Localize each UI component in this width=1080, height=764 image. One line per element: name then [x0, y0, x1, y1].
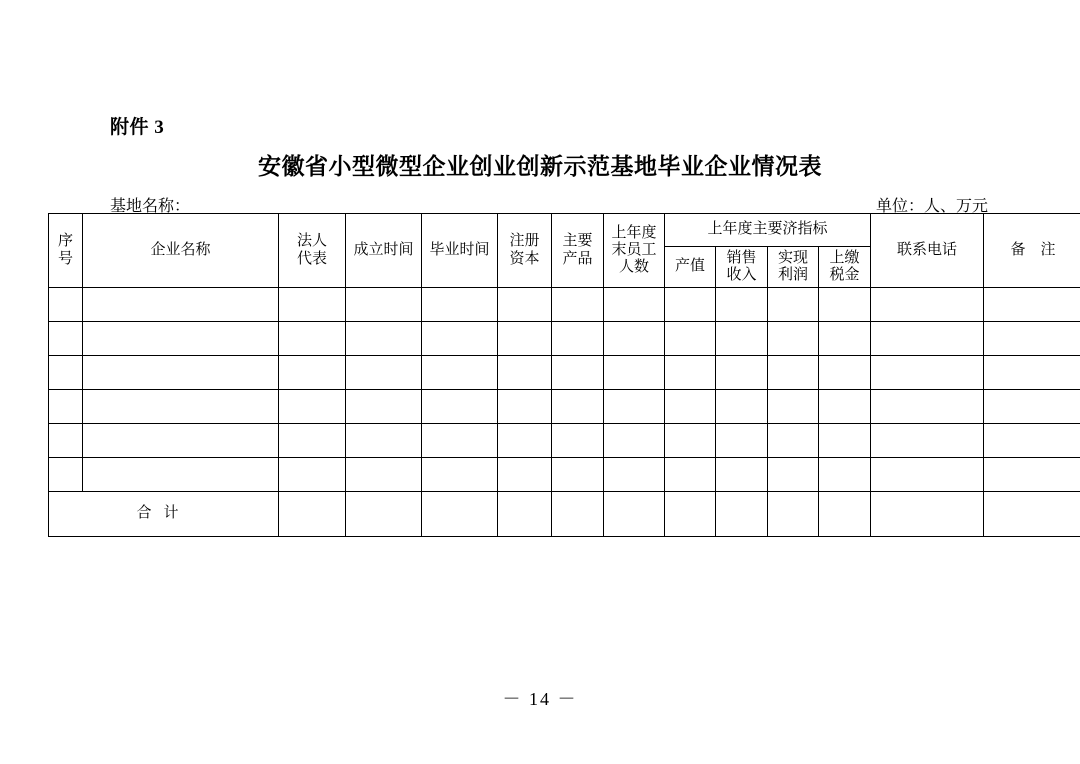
cell-paid-tax[interactable] [819, 458, 871, 492]
cell-sales-income[interactable] [716, 424, 768, 458]
cell-company-name[interactable] [83, 322, 279, 356]
header-legal-rep [279, 214, 346, 288]
cell-main-product[interactable] [552, 424, 604, 458]
graduate-enterprise-table [48, 213, 1080, 537]
cell-contact-phone[interactable] [871, 356, 984, 390]
page-number: － 14 － [502, 689, 578, 709]
header-seq [49, 214, 83, 288]
unit-note: 单位：人、万元 [875, 198, 988, 215]
cell-graduate-time[interactable] [422, 322, 498, 356]
total-found-time[interactable] [346, 492, 422, 537]
cell-sales-income[interactable] [716, 288, 768, 322]
cell-paid-tax[interactable] [819, 322, 871, 356]
table-row[interactable] [49, 356, 1080, 390]
cell-output-value[interactable] [665, 356, 716, 390]
cell-graduate-time[interactable] [422, 424, 498, 458]
page-title: 安徽省小型微型企业创业创新示范基地毕业企业情况表 [258, 154, 822, 179]
cell-legal-rep[interactable] [279, 356, 346, 390]
cell-company-name[interactable] [83, 390, 279, 424]
cell-company-name[interactable] [83, 458, 279, 492]
cell-output-value[interactable] [665, 458, 716, 492]
cell-seq[interactable] [49, 458, 83, 492]
table-row[interactable] [49, 424, 1080, 458]
cell-remark[interactable] [984, 390, 1080, 424]
cell-registered-capital[interactable] [498, 322, 552, 356]
header-contact-phone: 联系电话 [871, 214, 984, 288]
cell-found-time[interactable] [346, 458, 422, 492]
cell-output-value[interactable] [665, 390, 716, 424]
cell-found-time[interactable] [346, 424, 422, 458]
cell-seq[interactable] [49, 356, 83, 390]
header-registered-capital-line2: 资本 [509, 250, 540, 267]
attachment-label: 附件 3 [110, 117, 165, 138]
cell-paid-tax[interactable] [819, 424, 871, 458]
header-realized-profit [768, 247, 819, 288]
header-last-year-staff-line3: 人数 [618, 259, 649, 276]
cell-seq[interactable] [49, 322, 83, 356]
cell-registered-capital[interactable] [498, 356, 552, 390]
total-realized-profit[interactable] [768, 492, 819, 537]
cell-staff[interactable] [604, 424, 665, 458]
header-last-year-staff [604, 214, 665, 288]
header-graduate-time: 毕业时间 [422, 214, 498, 288]
table-header-row-top [49, 214, 1080, 247]
table-row[interactable] [49, 458, 1080, 492]
header-realized-profit-line2: 利润 [777, 267, 808, 283]
total-remark[interactable] [984, 492, 1080, 537]
header-registered-capital [498, 214, 552, 288]
cell-registered-capital[interactable] [498, 458, 552, 492]
cell-company-name[interactable] [83, 424, 279, 458]
table-row[interactable] [49, 322, 1080, 356]
header-paid-tax [819, 247, 871, 288]
cell-remark[interactable] [984, 458, 1080, 492]
cell-found-time[interactable] [346, 322, 422, 356]
cell-legal-rep[interactable] [279, 322, 346, 356]
cell-found-time[interactable] [346, 288, 422, 322]
cell-realized-profit[interactable] [768, 458, 819, 492]
cell-staff[interactable] [604, 356, 665, 390]
cell-paid-tax[interactable] [819, 390, 871, 424]
cell-seq[interactable] [49, 424, 83, 458]
header-company-name: 企业名称 [83, 214, 279, 288]
cell-output-value[interactable] [665, 322, 716, 356]
cell-realized-profit[interactable] [768, 424, 819, 458]
header-paid-tax-line1: 上缴 [829, 249, 860, 266]
cell-paid-tax[interactable] [819, 356, 871, 390]
cell-main-product[interactable] [552, 390, 604, 424]
cell-staff[interactable] [604, 390, 665, 424]
cell-contact-phone[interactable] [871, 424, 984, 458]
cell-graduate-time[interactable] [422, 288, 498, 322]
cell-company-name[interactable] [83, 288, 279, 322]
cell-paid-tax[interactable] [819, 288, 871, 322]
header-legal-rep-line1: 法人 [296, 233, 327, 250]
cell-contact-phone[interactable] [871, 322, 984, 356]
cell-sales-income[interactable] [716, 356, 768, 390]
base-name-label: 基地名称： [110, 198, 191, 215]
header-main-product-line1: 主要 [562, 233, 593, 250]
cell-sales-income[interactable] [716, 390, 768, 424]
cell-output-value[interactable] [665, 424, 716, 458]
cell-graduate-time[interactable] [422, 356, 498, 390]
cell-found-time[interactable] [346, 356, 422, 390]
header-sales-income-line2: 收入 [726, 267, 757, 283]
header-found-time: 成立时间 [346, 214, 422, 288]
cell-contact-phone[interactable] [871, 390, 984, 424]
cell-main-product[interactable] [552, 288, 604, 322]
cell-main-product[interactable] [552, 322, 604, 356]
cell-main-product[interactable] [552, 356, 604, 390]
total-label: 合计 [49, 492, 279, 537]
total-paid-tax[interactable] [819, 492, 871, 537]
header-sales-income [716, 247, 768, 288]
table-total-row [49, 492, 1080, 537]
cell-legal-rep[interactable] [279, 390, 346, 424]
cell-remark[interactable] [984, 322, 1080, 356]
cell-remark[interactable] [984, 288, 1080, 322]
cell-remark[interactable] [984, 356, 1080, 390]
cell-legal-rep[interactable] [279, 458, 346, 492]
cell-registered-capital[interactable] [498, 288, 552, 322]
total-staff[interactable] [604, 492, 665, 537]
cell-sales-income[interactable] [716, 322, 768, 356]
header-legal-rep-line2: 代表 [296, 250, 327, 267]
header-registered-capital-line1: 注册 [509, 233, 540, 250]
cell-remark[interactable] [984, 424, 1080, 458]
table-row[interactable] [49, 390, 1080, 424]
total-main-product[interactable] [552, 492, 604, 537]
header-sales-income-line1: 销售 [726, 249, 757, 266]
total-contact-phone[interactable] [871, 492, 984, 537]
header-seq-line2: 号 [57, 250, 73, 267]
cell-contact-phone[interactable] [871, 458, 984, 492]
cell-output-value[interactable] [665, 288, 716, 322]
cell-sales-income[interactable] [716, 458, 768, 492]
cell-staff[interactable] [604, 288, 665, 322]
header-main-product-line2: 产品 [562, 250, 593, 267]
total-registered-capital[interactable] [498, 492, 552, 537]
total-output-value[interactable] [665, 492, 716, 537]
header-main-product [552, 214, 604, 288]
cell-staff[interactable] [604, 322, 665, 356]
cell-legal-rep[interactable] [279, 288, 346, 322]
cell-registered-capital[interactable] [498, 390, 552, 424]
cell-main-product[interactable] [552, 458, 604, 492]
cell-staff[interactable] [604, 458, 665, 492]
total-sales-income[interactable] [716, 492, 768, 537]
header-remark: 备 注 [984, 214, 1080, 288]
header-paid-tax-line2: 税金 [829, 267, 860, 283]
cell-company-name[interactable] [83, 356, 279, 390]
cell-realized-profit[interactable] [768, 390, 819, 424]
table-row[interactable] [49, 288, 1080, 322]
cell-seq[interactable] [49, 288, 83, 322]
cell-seq[interactable] [49, 390, 83, 424]
header-last-year-staff-line2: 末员工 [611, 241, 657, 258]
cell-contact-phone[interactable] [871, 288, 984, 322]
cell-legal-rep[interactable] [279, 424, 346, 458]
cell-graduate-time[interactable] [422, 390, 498, 424]
header-seq-line1: 序 [57, 233, 73, 250]
cell-realized-profit[interactable] [768, 356, 819, 390]
cell-realized-profit[interactable] [768, 288, 819, 322]
cell-found-time[interactable] [346, 390, 422, 424]
cell-registered-capital[interactable] [498, 424, 552, 458]
header-output-value: 产值 [665, 247, 716, 288]
header-last-year-staff-line1: 上年度 [611, 224, 657, 241]
header-realized-profit-line1: 实现 [777, 249, 808, 266]
cell-graduate-time[interactable] [422, 458, 498, 492]
total-graduate-time[interactable] [422, 492, 498, 537]
enterprise-table-wrapper [48, 213, 1056, 537]
cell-realized-profit[interactable] [768, 322, 819, 356]
total-legal-rep[interactable] [279, 492, 346, 537]
header-main-econ-indicators: 上年度主要济指标 [665, 214, 871, 247]
